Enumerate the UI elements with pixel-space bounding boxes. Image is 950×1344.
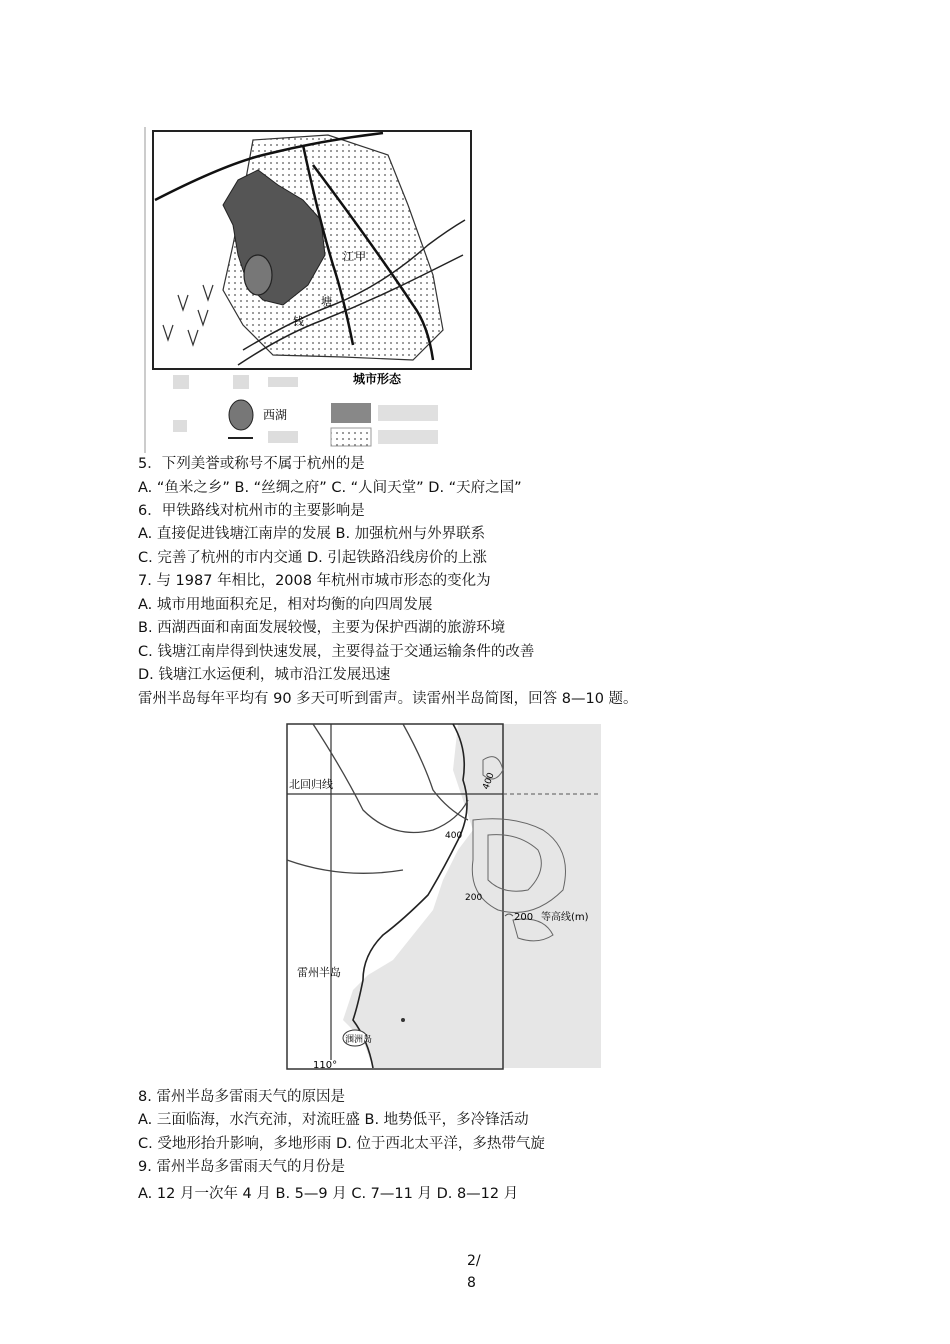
- q5-options: A. “鱼米之乡” B. “丝绸之府” C. “人间天堂” D. “天府之国”: [138, 480, 522, 496]
- leizhou-map: [283, 720, 608, 1073]
- tropic-label: 北回归线: [289, 778, 333, 791]
- peninsula-label: 雷州半岛: [297, 966, 341, 979]
- hangzhou-map: [143, 125, 478, 455]
- river-char-tang: 塘: [321, 295, 332, 308]
- island-label: 涠洲岛: [345, 1035, 373, 1045]
- contour-mark-1: 400: [481, 771, 497, 792]
- q7-stem: 7. 与 1987 年相比，2008 年杭州市城市形态的变化为: [138, 573, 491, 589]
- leizhou-map-figure: [283, 720, 608, 1073]
- q8-stem: 8. 雷州半岛多雷雨天气的原因是: [138, 1089, 345, 1105]
- q6-options-cd: C. 完善了杭州的市内交通 D. 引起铁路沿线房价的上涨: [138, 550, 487, 566]
- intro-text: 雷州半岛每年平均有 90 多天可听到雷声。读雷州半岛简图，回答 8—10 题。: [138, 691, 638, 707]
- area-char-jia: 甲: [355, 250, 366, 263]
- river-char-jiang: 江: [343, 250, 354, 263]
- q7-option-b: B. 西湖西面和南面发展较慢，主要为保护西湖的旅游环境: [138, 620, 506, 636]
- q6-stem: 6．甲铁路线对杭州市的主要影响是: [138, 503, 365, 519]
- page-number-top: 2/: [467, 1253, 481, 1269]
- contour-mark-3: 400: [445, 831, 463, 841]
- contour-mark-2: 200: [465, 893, 483, 903]
- contour-legend-value: 200: [514, 912, 534, 923]
- q7-option-a: A. 城市用地面积充足，相对均衡的向四周发展: [138, 597, 433, 613]
- q8-options-ab: A. 三面临海，水汽充沛，对流旺盛 B. 地势低平，多冷锋活动: [138, 1112, 529, 1128]
- q5-stem: 5．下列美誉或称号不属于杭州的是: [138, 456, 365, 472]
- q7-option-d: D. 钱塘江水运便利，城市沿江发展迅速: [138, 667, 391, 683]
- page-number-bottom: 8: [467, 1275, 476, 1291]
- q9-options: A. 12 月一次年 4 月 B. 5—9 月 C. 7—11 月 D. 8—12 月: [138, 1186, 519, 1202]
- contour-legend-label: 等高线(m): [541, 912, 589, 923]
- q9-stem: 9. 雷州半岛多雷雨天气的月份是: [138, 1159, 345, 1175]
- legend-west-lake: 西湖: [263, 408, 288, 422]
- hangzhou-map-figure: [143, 125, 478, 455]
- river-char-qian: 钱: [293, 315, 304, 328]
- q7-option-c: C. 钱塘江南岸得到快速发展，主要得益于交通运输条件的改善: [138, 644, 535, 660]
- longitude-label: 110°: [313, 1060, 338, 1071]
- legend-title: 城市形态: [353, 372, 402, 386]
- q8-options-cd: C. 受地形抬升影响，多地形雨 D. 位于西北太平洋，多热带气旋: [138, 1136, 545, 1152]
- q6-options-ab: A. 直接促进钱塘江南岸的发展 B. 加强杭州与外界联系: [138, 526, 486, 542]
